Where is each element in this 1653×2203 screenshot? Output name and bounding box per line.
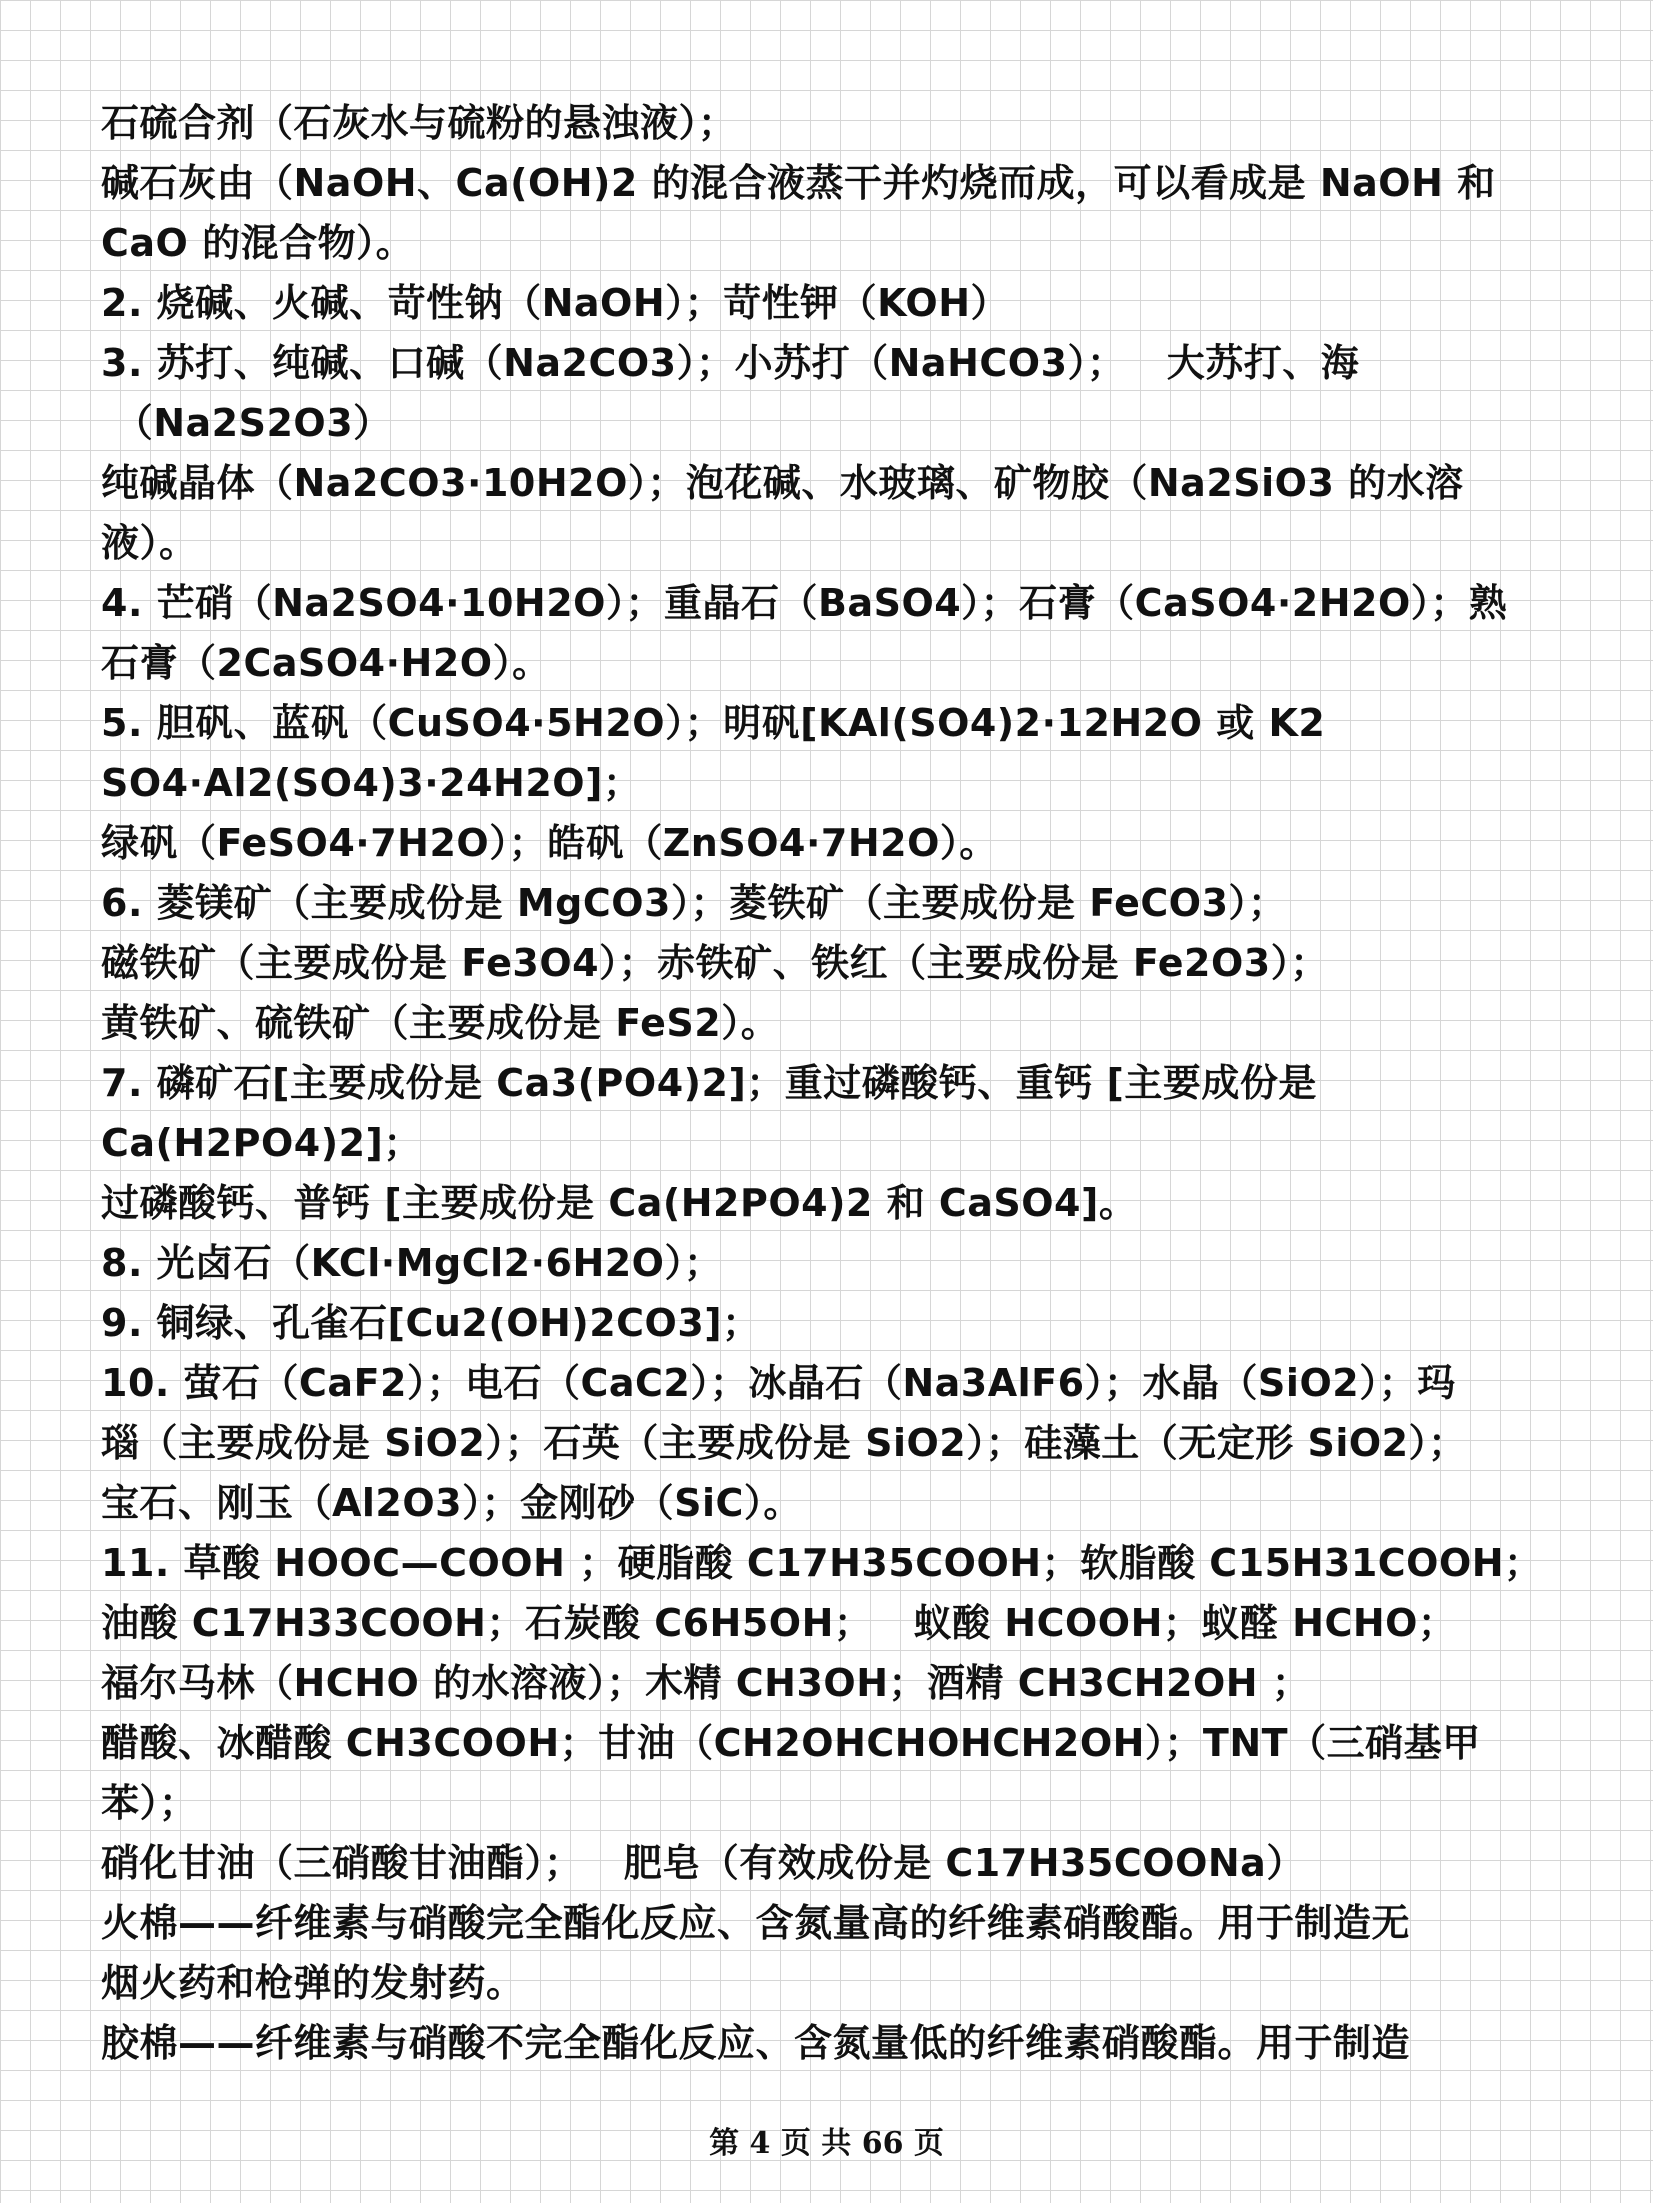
text-line: 瑙（主要成份是 SiO2）；石英（主要成份是 SiO2）；硅藻土（无定形 SiO2）； — [101, 1421, 1467, 1465]
text-line: 8. 光卤石（KCl·MgCl2·6H2O）； — [101, 1241, 723, 1285]
text-line: 福尔马林（HCHO 的水溶液）；木精 CH3OH；酒精 CH3CH2OH ； — [101, 1661, 1311, 1705]
text-line: 黄铁矿、硫铁矿（主要成份是 FeS2）。 — [101, 1001, 780, 1045]
text-line: 2. 烧碱、火碱、苛性钠（NaOH）；苛性钾（KOH） — [101, 281, 1010, 325]
text-line: 过磷酸钙、普钙 [主要成份是 Ca(H2PO4)2 和 CaSO4]。 — [101, 1181, 1138, 1225]
text-line: 绿矾（FeSO4·7H2O）；皓矾（ZnSO4·7H2O）。 — [101, 821, 998, 865]
text-line: 6. 菱镁矿（主要成份是 MgCO3）；菱铁矿（主要成份是 FeCO3）； — [101, 881, 1287, 925]
text-line: 苯）； — [101, 1781, 198, 1825]
text-line: 烟火药和枪弹的发射药。 — [101, 1961, 525, 2005]
text-line: 3. 苏打、纯碱、口碱（Na2CO3）；小苏打（NaHCO3）； 大苏打、海 — [101, 341, 1360, 385]
text-line: 油酸 C17H33COOH；石炭酸 C6H5OH； 蚁酸 HCOOH；蚁醛 HCHO； — [101, 1601, 1457, 1645]
text-line: 4. 芒硝（Na2SO4·10H2O）；重晶石（BaSO4）；石膏（CaSO4·2H2O）；熟 — [101, 581, 1508, 625]
page-number-footer: 第 4 页 共 66 页 — [709, 2126, 944, 2161]
text-line: 宝石、刚玉（Al2O3）；金刚砂（SiC）。 — [101, 1481, 802, 1525]
text-line: 硝化甘油（三硝酸甘油酯）； 肥皂（有效成份是 C17H35COONa） — [101, 1841, 1305, 1885]
text-line: （Na2S2O3） — [101, 401, 392, 445]
text-line: 液）。 — [101, 521, 198, 565]
text-line: 碱石灰由（NaOH、Ca(OH)2 的混合液蒸干并灼烧而成，可以看成是 NaOH 和 — [101, 161, 1496, 205]
text-line: 纯碱晶体（Na2CO3·10H2O）；泡花碱、水玻璃、矿物胶（Na2SiO3 的水溶 — [101, 461, 1464, 505]
text-line: 10. 萤石（CaF2）；电石（CaC2）；冰晶石（Na3AlF6）；水晶（SiO2）；玛 — [101, 1361, 1456, 1405]
text-line: 石硫合剂（石灰水与硫粉的悬浊液）； — [101, 101, 737, 145]
text-line: SO4·Al2(SO4)3·24H2O]； — [101, 761, 642, 805]
text-line: 火棉——纤维素与硝酸完全酯化反应、含氮量高的纤维素硝酸酯。用于制造无 — [101, 1901, 1411, 1945]
text-line: 醋酸、冰醋酸 CH3COOH；甘油（CH2OHCHOHCH2OH）；TNT（三硝基甲 — [101, 1721, 1481, 1765]
text-line: Ca(H2PO4)2]； — [101, 1121, 422, 1165]
text-line: 9. 铜绿、孔雀石[Cu2(OH)2CO3]； — [101, 1301, 761, 1345]
document-body — [101, 93, 1581, 2073]
text-line: 磁铁矿（主要成份是 Fe3O4）；赤铁矿、铁红（主要成份是 Fe2O3）； — [101, 941, 1329, 985]
text-line: 胶棉——纤维素与硝酸不完全酯化反应、含氮量低的纤维素硝酸酯。用于制造 — [101, 2021, 1411, 2065]
text-line: CaO 的混合物）。 — [101, 221, 415, 265]
text-line: 5. 胆矾、蓝矾（CuSO4·5H2O）；明矾[KAl(SO4)2·12H2O 或 K2 — [101, 701, 1326, 745]
text-line: 7. 磷矿石[主要成份是 Ca3(PO4)2]；重过磷酸钙、重钙 [主要成份是 — [101, 1061, 1317, 1105]
text-line: 石膏（2CaSO4·H2O）。 — [101, 641, 551, 685]
text-line: 11. 草酸 HOOC—COOH ；硬脂酸 C17H35COOH；软脂酸 C15H31COOH； — [101, 1541, 1543, 1585]
